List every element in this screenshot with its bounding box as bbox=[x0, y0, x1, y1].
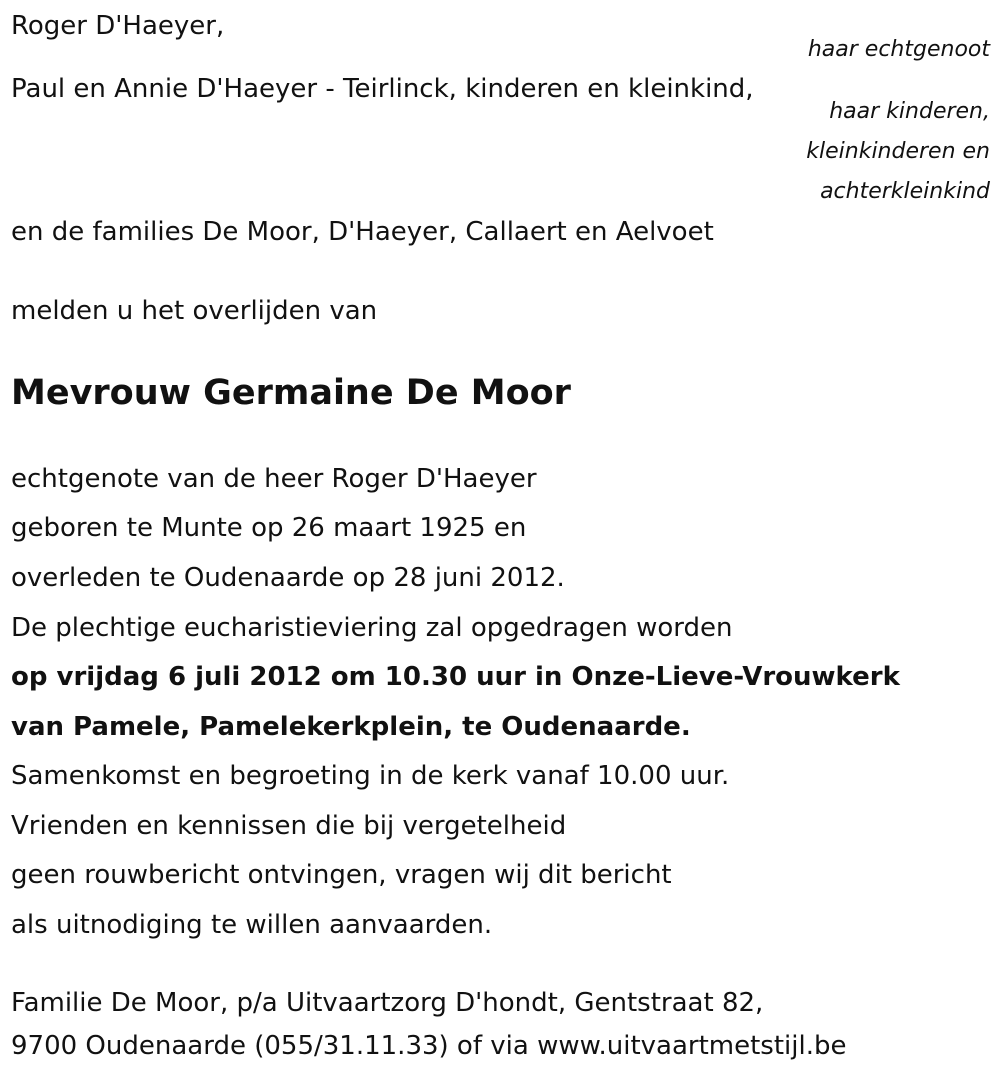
role-great-grandchild: achterkleinkind bbox=[820, 179, 990, 204]
contact-line-2: 9700 Oudenaarde (055/31.11.33) of via www.uitvaartmetstijl.be bbox=[11, 1031, 847, 1061]
service-location-line: van Pamele, Pamelekerkplein, te Oudenaarde. bbox=[11, 712, 691, 742]
body-line: Samenkomst en begroeting in de kerk vanaf 10.00 uur. bbox=[11, 761, 730, 791]
body-line: overleden te Oudenaarde op 28 juni 2012. bbox=[11, 563, 565, 593]
body-line: De plechtige eucharistieviering zal opgedragen worden bbox=[11, 613, 733, 643]
body-line: echtgenote van de heer Roger D'Haeyer bbox=[11, 464, 537, 494]
body-line: als uitnodiging te willen aanvaarden. bbox=[11, 910, 493, 940]
body-line: Vrienden en kennissen die bij vergetelheid bbox=[11, 811, 567, 841]
announcement: melden u het overlijden van bbox=[11, 296, 378, 326]
mourner-children: Paul en Annie D'Haeyer - Teirlinck, kinderen en kleinkind, bbox=[11, 74, 754, 104]
service-date-line: op vrijdag 6 juli 2012 om 10.30 uur in Onze-Lieve-Vrouwkerk bbox=[11, 662, 900, 692]
deceased-name: Mevrouw Germaine De Moor bbox=[11, 373, 571, 413]
body-line: geboren te Munte op 26 maart 1925 en bbox=[11, 513, 527, 543]
role-spouse: haar echtgenoot bbox=[807, 37, 990, 62]
body-line: geen rouwbericht ontvingen, vragen wij dit bericht bbox=[11, 860, 672, 890]
mourner-families: en de families De Moor, D'Haeyer, Callaert en Aelvoet bbox=[11, 217, 714, 247]
mourner-spouse: Roger D'Haeyer, bbox=[11, 11, 225, 41]
contact-line-1: Familie De Moor, p/a Uitvaartzorg D'hondt, Gentstraat 82, bbox=[11, 988, 764, 1018]
role-grandchildren: kleinkinderen en bbox=[806, 139, 990, 164]
role-children: haar kinderen, bbox=[829, 99, 990, 124]
